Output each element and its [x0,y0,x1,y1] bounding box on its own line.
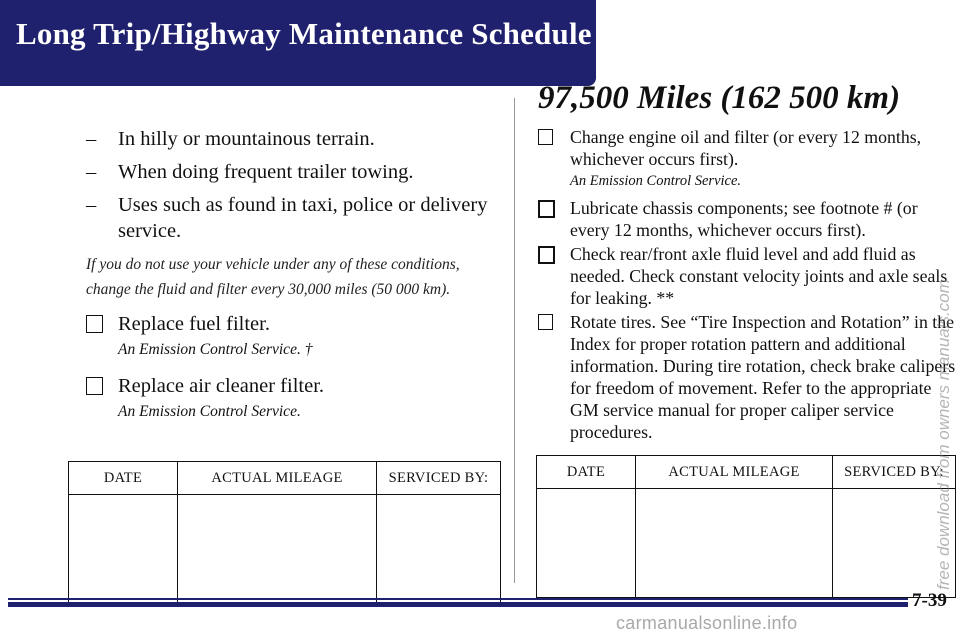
dash-bullet: – [86,161,97,183]
checklist-label: Change engine oil and filter (or every 12 months, whichever occurs first). [570,127,922,169]
checklist-item-air-cleaner [86,374,506,398]
serviced-by-cell[interactable] [377,495,501,604]
mileage-cell[interactable] [178,495,377,604]
date-cell[interactable] [69,495,178,604]
service-record-table-right [536,455,956,598]
checklist-label: Rotate tires. See “Tire Inspection and Rotation” in the Index for proper rotation pattern and additional information. During tire rotation, check brake calipers for freedom of movement. Refer to the appropriate GM service manual for proper caliper service procedures. [570,312,956,442]
checklist-label: Lubricate chassis components; see footnote # (or every 12 months, whichever occurs first). [570,198,918,240]
checklist-label: Replace air cleaner filter. [118,375,325,397]
checklist-label: Replace fuel filter. [118,313,270,335]
checklist-item-axle-fluid [532,243,960,309]
dash-item-text: When doing frequent trailer towing. [118,161,414,183]
emission-note: An Emission Control Service. † [118,341,313,358]
checklist-item-engine-oil [532,126,960,170]
footer-rule-thin [8,598,908,600]
right-column [532,78,960,445]
checklist-item-fuel-filter [86,312,506,336]
dash-list-item [86,159,506,185]
dash-bullet: – [86,194,97,216]
dash-bullet: – [86,128,97,150]
footer-rule-thick [8,602,908,607]
section-title: Long Trip/Highway Maintenance Schedule [16,16,592,51]
mileage-heading: 97,500 Miles (162 500 km) [538,80,901,116]
bottom-watermark: carmanualsonline.info [616,613,798,633]
table-header-serviced-by: SERVICED BY: [833,456,956,489]
checkbox-icon[interactable] [538,129,553,145]
checkbox-icon[interactable] [86,377,103,395]
dash-item-text: In hilly or mountainous terrain. [118,128,375,150]
mileage-cell[interactable] [636,489,833,598]
section-header [0,0,596,86]
table-header-serviced-by: SERVICED BY: [377,462,501,495]
table-header-mileage: ACTUAL MILEAGE [178,462,377,495]
checkbox-icon[interactable] [538,246,555,264]
emission-note: An Emission Control Service. [570,173,742,189]
checklist-label: Check rear/front axle fluid level and add fluid as needed. Check constant velocity joints and axle seals for leaking. ** [570,244,948,308]
left-column [86,126,506,436]
dash-list-item [86,192,506,244]
table-header-date: DATE [537,456,636,489]
checklist-item-lubricate [532,197,960,241]
side-watermark-text: free download from owners manuals.com [934,279,953,590]
table-header-date: DATE [69,462,178,495]
date-cell[interactable] [537,489,636,598]
checkbox-icon[interactable] [538,200,555,218]
table-header-mileage: ACTUAL MILEAGE [636,456,833,489]
checkbox-icon[interactable] [538,314,553,330]
column-divider [514,98,515,583]
checklist-item-rotate-tires [532,311,960,443]
checkbox-icon[interactable] [86,315,103,333]
emission-note: An Emission Control Service. [118,403,301,420]
dash-item-text: Uses such as found in taxi, police or delivery service. [118,194,488,242]
page-number: 7-39 [912,590,947,611]
dash-list-item [86,126,506,152]
side-watermark [928,279,958,600]
service-record-table-left [68,461,501,604]
fluid-filter-note: If you do not use your vehicle under any of these conditions, change the fluid and filter every 30,000 miles (50 000 km). [86,256,460,298]
